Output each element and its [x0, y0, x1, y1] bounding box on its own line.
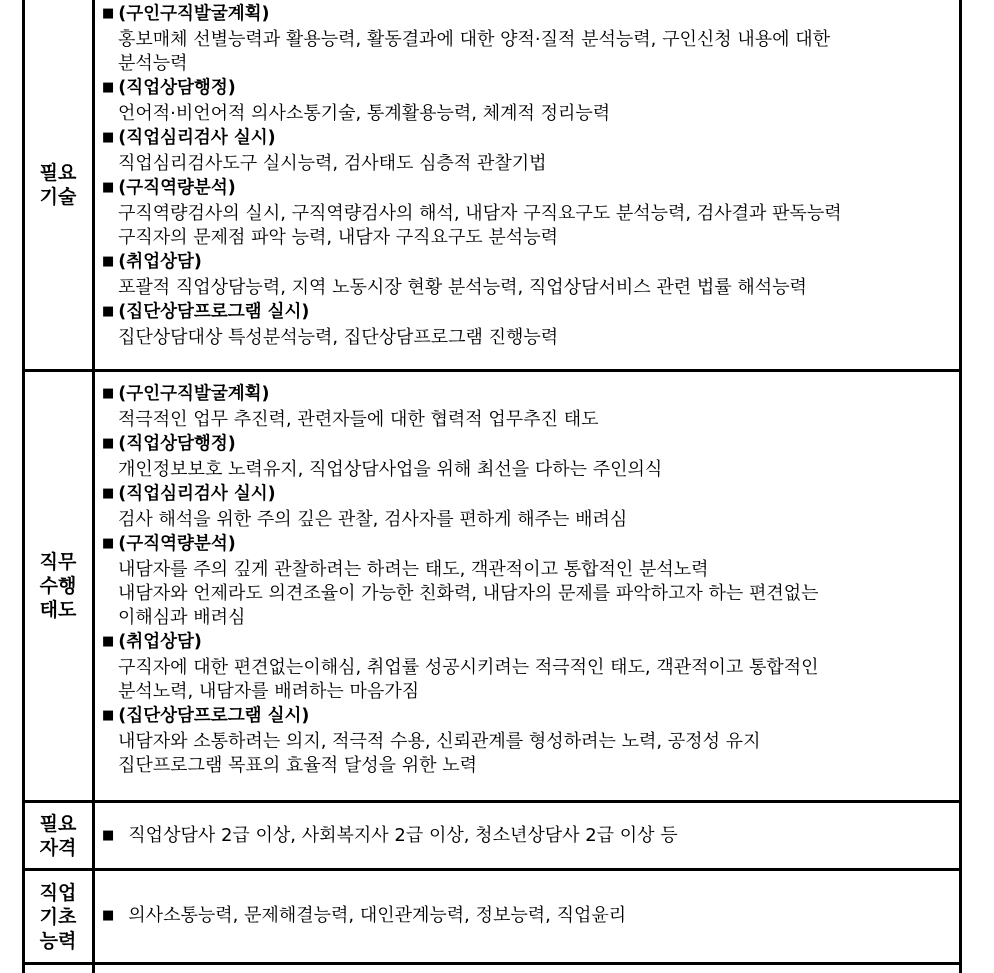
bullet-icon: ■	[102, 304, 115, 319]
attitude-content	[102, 382, 952, 778]
bullet-icon: ■	[102, 386, 115, 401]
attitude-label: 직무 수행 태도	[39, 551, 77, 621]
bullet-icon: ■	[102, 908, 115, 923]
basic-ability-content: ■ 의사소통능력, 문제해결능력, 대인관계능력, 정보능력, 직업윤리	[102, 905, 627, 926]
bullet-icon: ■	[102, 486, 115, 501]
skills-item: ■ (집단상담프로그램 실시) 집단상담대상 특성분석능력, 집단상담프로그램 진행능력	[102, 302, 559, 348]
skills-item: ■ (취업상담) 포괄적 직업상담능력, 지역 노동시장 현황 분석능력, 직업상담서비스 관련 법률 해석능력	[102, 252, 807, 298]
attitude-item: ■ (구직역량분석) 내담자를 주의 깊게 관찰하려는 하려는 태도, 객관적이고 통합적인 분석노력 내담자와 언제라도 의견조율이 가능한 친화력, 내담자의 문제를 파악하고자 하는 편견없는 이해심과 배려심	[102, 534, 819, 628]
skills-content	[102, 2, 952, 350]
basic-ability-label: 직업 기초 능력	[39, 881, 77, 952]
bullet-icon: ■	[102, 80, 115, 95]
qualification-label: 필요 자격	[39, 812, 77, 859]
attitude-row	[22, 372, 962, 800]
bullet-icon: ■	[102, 828, 115, 843]
basic-ability-row	[22, 871, 962, 962]
skills-item: ■ (직업심리검사 실시) 직업심리검사도구 실시능력, 검사태도 심층적 관찰기법	[102, 128, 547, 174]
qualification-row	[22, 803, 962, 868]
bullet-icon: ■	[102, 130, 115, 145]
bullet-icon: ■	[102, 254, 115, 269]
skills-item: ■ (직업상담행정) 언어적·비언어적 의사소통기술, 통계활용능력, 체계적 정리능력	[102, 78, 611, 124]
bullet-icon: ■	[102, 536, 115, 551]
bullet-icon: ■	[102, 708, 115, 723]
attitude-item: ■ (집단상담프로그램 실시) 내담자와 소통하려는 의지, 적극적 수용, 신뢰관계를 형성하려는 노력, 공정성 유지 집단프로그램 목표의 효율적 달성을 위한 노력	[102, 706, 761, 776]
attitude-item: ■ (구인구직발굴계획) 적극적인 업무 추진력, 관련자들에 대한 협력적 업무추진 태도	[102, 384, 599, 430]
bullet-icon: ■	[102, 436, 115, 451]
skills-row	[22, 0, 962, 369]
qualification-content: ■ 직업상담사 2급 이상, 사회복지사 2급 이상, 청소년상담사 2급 이상 등	[102, 825, 678, 846]
bullet-icon: ■	[102, 6, 115, 21]
attitude-item: ■ (취업상담) 구직자에 대한 편견없는이해심, 취업률 성공시키려는 적극적인 태도, 객관적이고 통합적인 분석노력, 내담자를 배려하는 마음가짐	[102, 632, 819, 702]
attitude-item: ■ (직업상담행정) 개인정보보호 노력유지, 직업상담사업을 위해 최선을 다하는 주인의식	[102, 434, 663, 480]
skills-item: ■ (구직역량분석) 구직역량검사의 실시, 구직역량검사의 해석, 내담자 구직요구도 분석능력, 검사결과 판독능력 구직자의 문제점 파악 능력, 내담자 구직요구도 분석능력	[102, 178, 842, 248]
skills-item: ■ (구인구직발굴계획) 홍보매체 선별능력과 활용능력, 활동결과에 대한 양적·질적 분석능력, 구인신청 내용에 대한 분석능력	[102, 4, 831, 74]
bullet-icon: ■	[102, 634, 115, 649]
bullet-icon: ■	[102, 180, 115, 195]
skills-label: 필요 기술	[39, 161, 77, 208]
attitude-item: ■ (직업심리검사 실시) 검사 해석을 위한 주의 깊은 관찰, 검사자를 편하게 해주는 배려심	[102, 484, 628, 530]
row-divider	[22, 962, 962, 965]
